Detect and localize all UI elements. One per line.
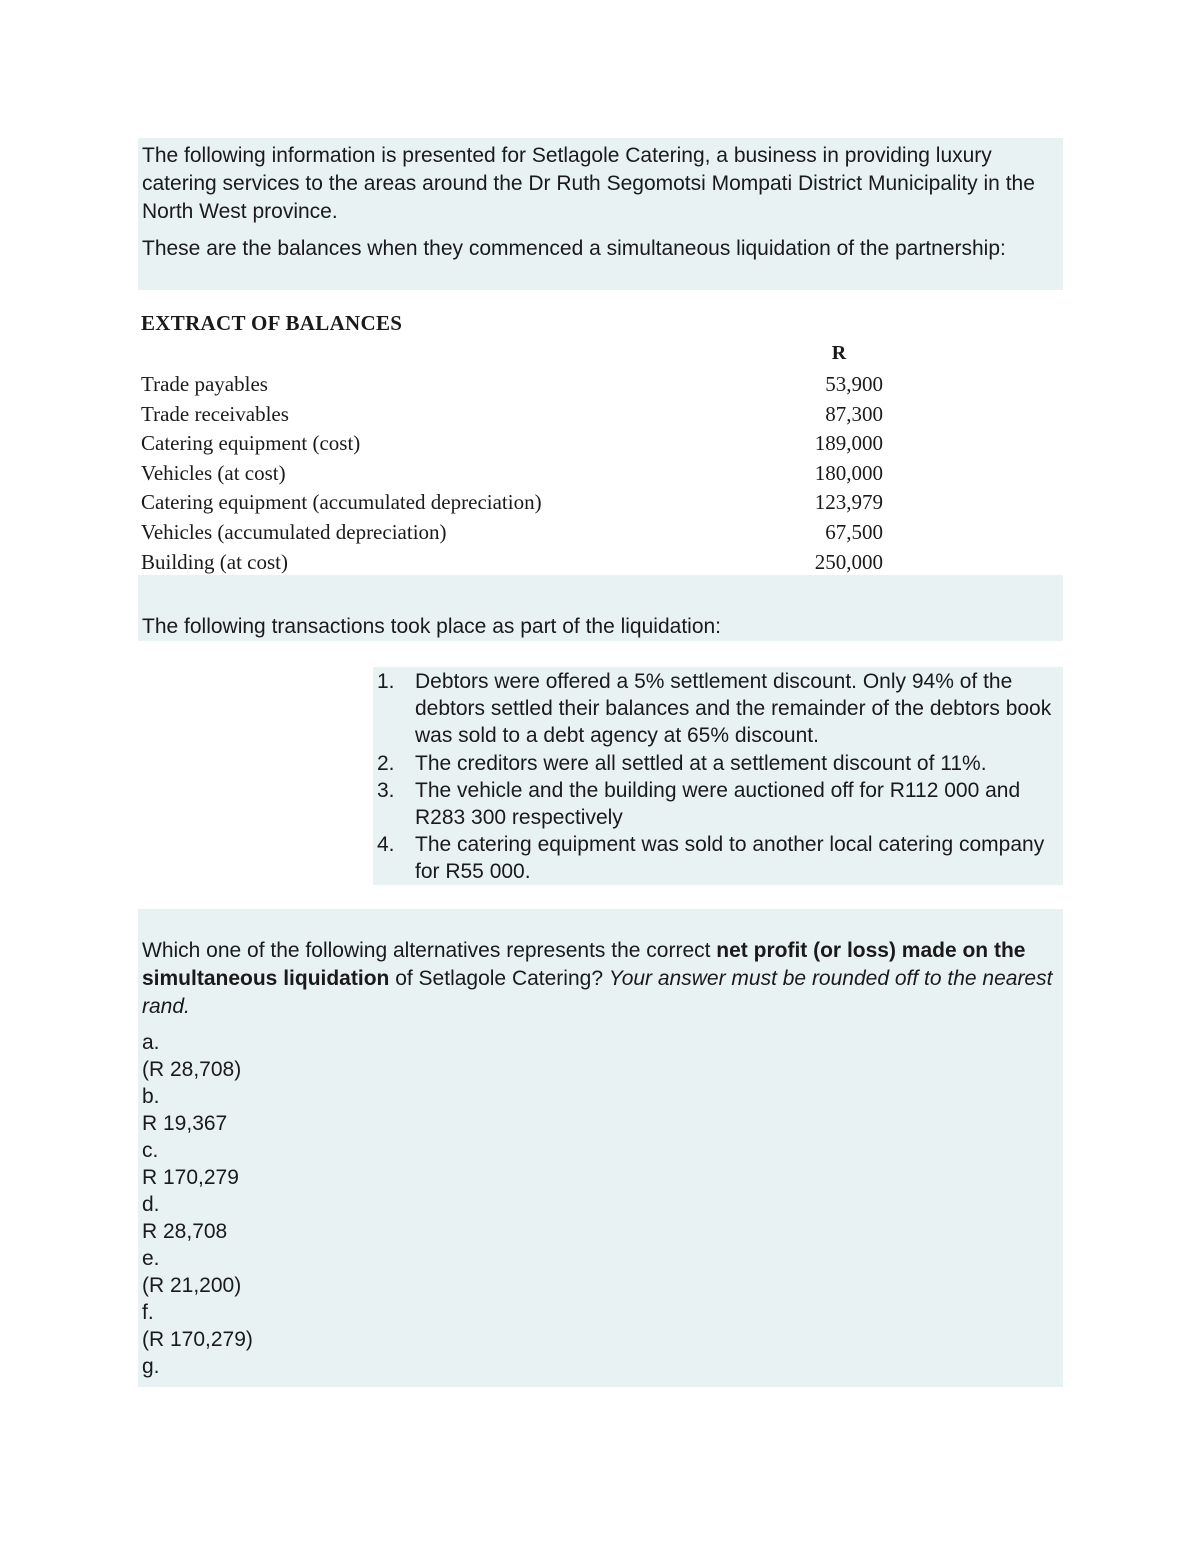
list-item-number: 4. xyxy=(377,833,395,857)
option-value-e[interactable]: (R 21,200) xyxy=(142,1274,242,1297)
list-item-number: 3. xyxy=(377,778,395,802)
table-row xyxy=(141,548,883,578)
table-row xyxy=(141,370,883,400)
question-instruction: Your answer must be rounded off to the nearest rand. xyxy=(142,967,1053,1018)
row-value: 250,000 xyxy=(814,549,883,574)
row-label: Trade receivables xyxy=(141,401,289,426)
row-label: Building (at cost) xyxy=(141,549,288,574)
option-value-a[interactable]: (R 28,708) xyxy=(142,1058,242,1081)
table-row xyxy=(141,400,883,430)
intro-paragraph-1: The following information is presented for Setlagole Catering, a business in providing luxury catering services to the areas around the Dr Ruth Segomotsi Mompati District Municipality in the North West province. xyxy=(142,144,1035,223)
row-value: 180,000 xyxy=(814,460,883,485)
list-item xyxy=(377,668,1059,750)
option-letter-a[interactable]: a. xyxy=(142,1031,160,1054)
list-item xyxy=(377,777,1059,831)
list-item xyxy=(377,750,1059,777)
row-label: Catering equipment (accumulated depreciation) xyxy=(141,490,542,515)
question-text: Which one of the following alternatives represents the correct net profit (or loss) made on the simultaneous liquidation of Setlagole Catering? Your answer must be rounded off to the nearest rand. xyxy=(142,939,1053,1018)
list-item-number: 1. xyxy=(377,670,395,693)
table-row xyxy=(141,488,883,518)
question-section xyxy=(138,909,1063,1387)
balances-section xyxy=(141,308,901,574)
row-value: 53,900 xyxy=(825,372,883,396)
option-letter-d[interactable]: d. xyxy=(142,1193,160,1216)
list-item-text: The creditors were all settled at a settlement discount of 11%. xyxy=(415,751,987,775)
list-item xyxy=(377,831,1059,885)
row-value: 189,000 xyxy=(814,431,883,456)
balances-title: EXTRACT OF BALANCES xyxy=(141,311,403,335)
row-label: Vehicles (accumulated depreciation) xyxy=(141,519,447,544)
row-value: 67,500 xyxy=(825,519,883,544)
list-item-text: The vehicle and the building were auctioned off for R112 000 and R283 300 respectively xyxy=(415,778,1021,830)
option-value-d[interactable]: R 28,708 xyxy=(142,1220,228,1243)
table-row xyxy=(141,459,883,489)
list-item-text: Debtors were offered a 5% settlement discount. Only 94% of the debtors settled their balances and the remainder of the debtors book was sold to a debt agency at 65% discount. xyxy=(415,670,1052,748)
list-item-text: The catering equipment was sold to another local catering company for R55 000. xyxy=(415,833,1045,884)
row-value: 123,979 xyxy=(814,490,883,515)
option-letter-e[interactable]: e. xyxy=(142,1247,160,1270)
question-emphasis: net profit (or loss) made on the simultaneous liquidation xyxy=(142,939,1026,990)
balances-table xyxy=(141,370,883,577)
intro-section xyxy=(138,138,1063,290)
option-letter-f[interactable]: f. xyxy=(142,1301,154,1324)
table-row xyxy=(141,429,883,459)
option-value-f[interactable]: (R 170,279) xyxy=(142,1328,253,1351)
option-value-b[interactable]: R 19,367 xyxy=(142,1112,228,1135)
table-row xyxy=(141,518,883,548)
row-value: 87,300 xyxy=(825,401,883,426)
option-value-c[interactable]: R 170,279 xyxy=(142,1166,239,1189)
answer-options xyxy=(142,1029,1059,1380)
transactions-list xyxy=(373,667,1063,885)
currency-column-header: R xyxy=(831,342,847,364)
option-letter-g[interactable]: g. xyxy=(142,1355,160,1378)
option-letter-c[interactable]: c. xyxy=(142,1139,159,1162)
transactions-heading: The following transactions took place as part of the liquidation: xyxy=(138,575,1063,641)
option-letter-b[interactable]: b. xyxy=(142,1085,160,1108)
row-label: Catering equipment (cost) xyxy=(141,431,361,456)
list-item-number: 2. xyxy=(377,751,395,775)
row-label: Trade payables xyxy=(141,372,268,396)
row-label: Vehicles (at cost) xyxy=(141,460,286,485)
intro-paragraph-2: These are the balances when they commenced a simultaneous liquidation of the partnership: xyxy=(142,237,1006,260)
